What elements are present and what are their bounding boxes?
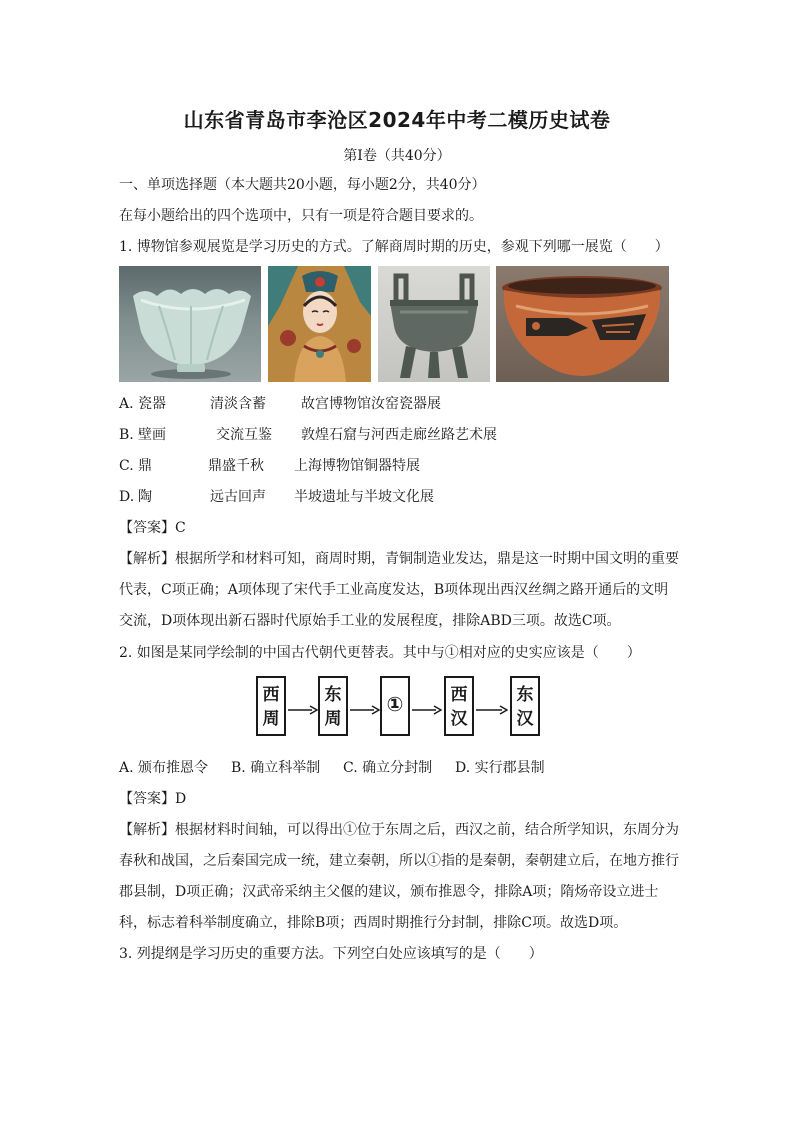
dynasty-box-unknown: ① <box>380 676 410 736</box>
question-2-option-d[interactable]: D. 实行郡县制 <box>455 760 545 776</box>
question-2-option-a[interactable]: A. 颁布推恩令 <box>119 760 209 776</box>
question-1-images <box>119 266 669 382</box>
exam-page: 山东省青岛市李沧区2024年中考二模历史试卷 第Ⅰ卷（共40分） 一、单项选择题（本大题共20小题，每小题2分，共40分） 在每小题给出的四个选项中，只有一项是符合题目要求的。 1. 博物馆参观展览是学习历史的方式。了解商周时期的历史，参观下列哪一展览（ ） A. 瓷器 清淡含蓄 故宫博物馆汝窑瓷器展 B. 壁画 交流互鉴 敦煌石窟与河西走廊丝路艺术展 C. 鼎 鼎盛千秋 上海博物馆铜器特展 D. 陶 远古回声 半坡遗址与半坡文化展 【答案】C 【解析】根据所学和材料可知，商周时期，青铜制造业发达，鼎是这一时期中国文明的重要 代表，C项正确；A项体现了宋代手工业高度发达，B项体现出西汉丝绸之路开通后的文明 交流，D项体现出新石器时代原始手工业的发展程度，排除ABD三项。故选C项。 2. 如图是某同学绘制的中国古代朝代更替表。其中与①相对应的史实应该是（ ） 西 周 东 周 ① 西 汉 东 汉 A. 颁布推恩令 B. 确立科举制 C. 确立分封制 D. 实行郡县制 【答案】D 【解析】根据材料时间轴，可以得出①位于东周之后，西汉之前，结合所学知识，东周分为 春秋和战国，之后秦国完成一统，建立秦朝，所以①指的是秦朝，秦朝建立后，在地方推行 郡县制，D项正确；汉武帝采纳主父偃的建议，颁布推恩令，排除A项；隋炀帝设立进士 科，标志着科举制度确立，排除B项；西周时期推行分封制，排除C项。故选D项。 3. 列提纲是学习历史的重要方法。下列空白处应该填写的是（ ） <box>0 0 794 1123</box>
question-1-answer: 【答案】C <box>119 520 186 536</box>
question-2-option-c[interactable]: C. 确立分封制 <box>343 760 433 776</box>
paper-subtitle: 第Ⅰ卷（共40分） <box>343 148 451 164</box>
question-2-answer: 【答案】D <box>119 791 187 807</box>
dynasty-box: 东 汉 <box>510 676 540 736</box>
instruction-text: 在每小题给出的四个选项中，只有一项是符合题目要求的。 <box>119 208 483 224</box>
question-2-analysis-line: 郡县制，D项正确；汉武帝采纳主父偃的建议，颁布推恩令，排除A项；隋炀帝设立进士 <box>119 884 659 900</box>
section-heading: 一、单项选择题（本大题共20小题，每小题2分，共40分） <box>119 177 486 193</box>
dynasty-chain-diagram <box>252 676 552 742</box>
question-3-stem: 3. 列提纲是学习历史的重要方法。下列空白处应该填写的是（ ） <box>119 946 543 962</box>
dynasty-box: 西 汉 <box>444 676 474 736</box>
question-1-analysis-line: 代表，C项正确；A项体现了宋代手工业高度发达，B项体现出西汉丝绸之路开通后的文明 <box>119 582 669 598</box>
arrow-right-icon <box>288 705 318 715</box>
question-2-analysis-line: 科，标志着科举制度确立，排除B项；西周时期推行分封制，排除C项。故选D项。 <box>119 915 628 931</box>
bronze-ding-image <box>378 266 490 382</box>
question-1-analysis-line: 【解析】根据所学和材料可知，商周时期，青铜制造业发达，鼎是这一时期中国文明的重要 <box>119 551 679 567</box>
question-2-analysis-line: 春秋和战国，之后秦国完成一统，建立秦朝，所以①指的是秦朝，秦朝建立后，在地方推行 <box>119 853 679 869</box>
arrow-right-icon <box>476 705 508 715</box>
dynasty-box: 西 周 <box>256 676 286 736</box>
dunhuang-mural-image <box>268 266 371 382</box>
question-2-analysis-line: 【解析】根据材料时间轴，可以得出①位于东周之后，西汉之前，结合所学知识，东周分为 <box>119 822 679 838</box>
painted-pottery-image <box>496 266 669 382</box>
page-title: 山东省青岛市李沧区2024年中考二模历史试卷 <box>183 108 611 132</box>
question-2-stem: 2. 如图是某同学绘制的中国古代朝代更替表。其中与①相对应的史实应该是（ ） <box>119 645 641 661</box>
question-1-stem: 1. 博物馆参观展览是学习历史的方式。了解商周时期的历史，参观下列哪一展览（ ） <box>119 239 669 255</box>
arrow-right-icon <box>350 705 380 715</box>
dynasty-box: 东 周 <box>318 676 348 736</box>
question-1-analysis-line: 交流，D项体现出新石器时代原始手工业的发展程度，排除ABD三项。故选C项。 <box>119 613 621 629</box>
celadon-bowl-image <box>119 266 261 382</box>
arrow-right-icon <box>412 705 442 715</box>
question-2-option-b[interactable]: B. 确立科举制 <box>231 760 321 776</box>
